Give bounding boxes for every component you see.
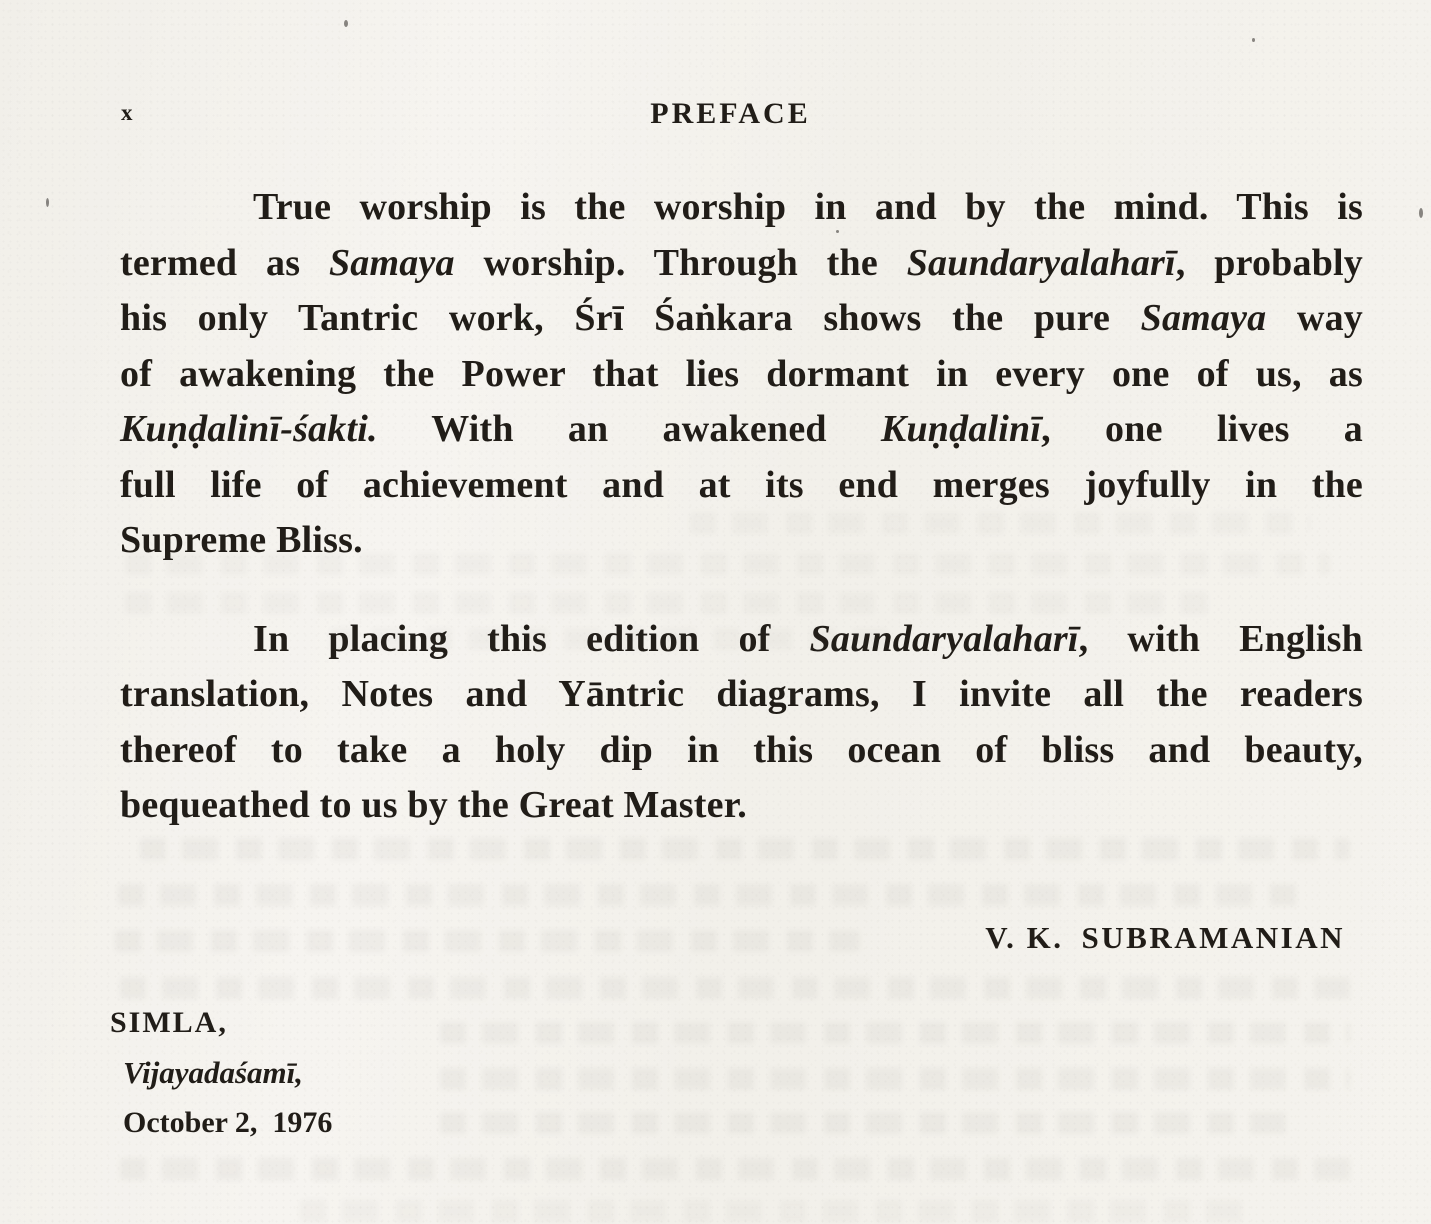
bleedthrough-artifact (125, 592, 1210, 614)
text-run: bequeathed to us by the Great Master. (120, 784, 747, 826)
italic-term: Samaya (328, 241, 455, 284)
text-run: of awakening the Power that lies dormant in every one of us, as (120, 352, 1363, 395)
text-run: full life of achievement and at its end merges joyfully in the (120, 463, 1363, 506)
text-run: , with English (1078, 617, 1363, 660)
text-run: , probably (1175, 241, 1363, 284)
text-run: , one lives a (1041, 408, 1363, 450)
ink-speck (344, 20, 348, 27)
bleedthrough-artifact (440, 1068, 1350, 1090)
text-run: With an awakened (377, 408, 881, 450)
author-signature: V. K. SUBRAMANIAN (985, 920, 1345, 955)
footer-date: October 2, 1976 (123, 1106, 333, 1139)
italic-term: Kuṇḍalinī-śakti. (120, 408, 378, 450)
italic-term: Saundaryalaharī (809, 617, 1079, 660)
text-line (120, 778, 1363, 834)
text-line (120, 667, 1363, 723)
bleedthrough-artifact (330, 628, 900, 650)
text-run: termed as (120, 241, 329, 284)
text-line (120, 347, 1363, 403)
text-column (120, 180, 1363, 834)
bleedthrough-artifact (115, 930, 860, 952)
footer-block (110, 998, 332, 1148)
bleedthrough-artifact (440, 1112, 1300, 1134)
italic-term: Saundaryalaharī (906, 241, 1176, 284)
ink-speck (46, 198, 49, 207)
text-run: Supreme Bliss. (120, 519, 363, 561)
bleedthrough-artifact (120, 977, 1355, 999)
bleedthrough-artifact (118, 884, 1308, 906)
text-run: worship. Through the (454, 241, 907, 284)
italic-term: Samaya (1140, 297, 1267, 339)
ink-speck (1252, 38, 1255, 42)
bleedthrough-artifact (120, 1158, 1355, 1180)
text-run: his only Tantric work, Śrī Śaṅkara shows the pure (120, 297, 1141, 339)
footer-place: SIMLA, (110, 1006, 228, 1039)
text-run: True worship is the worship in and by the mind. This is (253, 186, 1363, 228)
bleedthrough-artifact (125, 553, 1330, 575)
text-run: way (1266, 297, 1364, 339)
bleedthrough-artifact (300, 1200, 1250, 1222)
text-line (120, 236, 1363, 292)
bleedthrough-artifact (690, 512, 1310, 534)
text-line (120, 723, 1363, 779)
text-run: translation, Notes and Yāntric diagrams, I invite all the readers (120, 673, 1363, 715)
ink-speck (1419, 208, 1423, 218)
footer-occasion: Vijayadaśamī, (123, 1055, 303, 1090)
text-line (120, 291, 1363, 347)
text-line (120, 180, 1363, 236)
italic-term: Kuṇḍalinī (880, 408, 1042, 450)
text-run: In placing this edition of (253, 617, 810, 660)
text-run: thereof to take a holy dip in this ocean of bliss and beauty, (120, 728, 1363, 771)
preface-paragraph-1 (120, 180, 1363, 569)
bleedthrough-artifact (440, 1022, 1350, 1044)
ink-speck (836, 230, 839, 233)
bleedthrough-artifact (140, 838, 1350, 860)
text-line (120, 402, 1363, 458)
page-number: x (121, 100, 133, 125)
text-line (120, 458, 1363, 514)
page-title: PREFACE (650, 97, 811, 130)
